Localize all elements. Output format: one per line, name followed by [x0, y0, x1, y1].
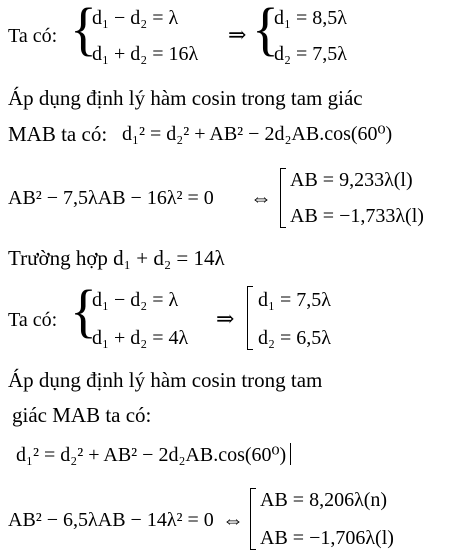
quad2-solution-2: AB = −1,706λ(l) — [260, 527, 394, 549]
quad1-solution-1: AB = 9,233λ(l) — [290, 169, 413, 191]
system2-right-eq1: d₁ = 7,5λ — [258, 289, 331, 311]
solution-bracket-2 — [250, 488, 256, 550]
system2-left-eq1: d₁ − d₂ = λ — [92, 289, 179, 311]
text-apply-cosine-1: Áp dụng định lý hàm cosin trong tam giác — [8, 86, 363, 110]
iff-arrow-1: ⇔ — [250, 185, 272, 210]
text-mab-2: giác MAB ta có: — [12, 403, 152, 427]
system1-left-eq2: d₁ + d₂ = 16λ — [92, 43, 199, 65]
system2-right-eq2: d₂ = 6,5λ — [258, 327, 331, 349]
system2-left-eq2: d₁ + d₂ = 4λ — [92, 327, 189, 349]
system1-right-eq1: d₁ = 8,5λ — [274, 7, 347, 29]
iff-arrow-2: ⇔ — [222, 507, 244, 532]
right-bracket-2 — [247, 286, 253, 350]
left-brace-2: { — [70, 278, 97, 344]
system1-right-eq2: d₂ = 7,5λ — [274, 43, 347, 65]
left-brace-1: { — [70, 0, 97, 62]
cosine-formula-1: d₁² = d₂² + AB² − 2d₂AB.cos(60⁰) — [122, 123, 393, 145]
text-cursor — [290, 443, 291, 465]
solution-bracket-1 — [280, 168, 286, 228]
system1-left-eq1: d₁ − d₂ = λ — [92, 7, 179, 29]
label-ta-co-1: Ta có: — [8, 25, 58, 47]
text-mab-1: MAB ta có: — [8, 122, 108, 146]
cosine-formula-2: d₁² = d₂² + AB² − 2d₂AB.cos(60⁰) — [16, 443, 291, 465]
implies-arrow-2: ⇒ — [216, 306, 235, 331]
quad1-solution-2: AB = −1,733λ(l) — [290, 205, 424, 227]
label-ta-co-2: Ta có: — [8, 309, 58, 331]
quad2-solution-1: AB = 8,206λ(n) — [260, 489, 388, 511]
text-apply-cosine-2: Áp dụng định lý hàm cosin trong tam — [8, 368, 323, 392]
implies-arrow-1: ⇒ — [228, 22, 247, 47]
quadratic-eq-2: AB² − 6,5λAB − 14λ² = 0 — [8, 509, 214, 531]
right-brace-1: { — [252, 0, 279, 62]
quadratic-eq-1: AB² − 7,5λAB − 16λ² = 0 — [8, 187, 214, 209]
text-case-2: Trường hợp d₁ + d₂ = 14λ — [8, 246, 225, 270]
